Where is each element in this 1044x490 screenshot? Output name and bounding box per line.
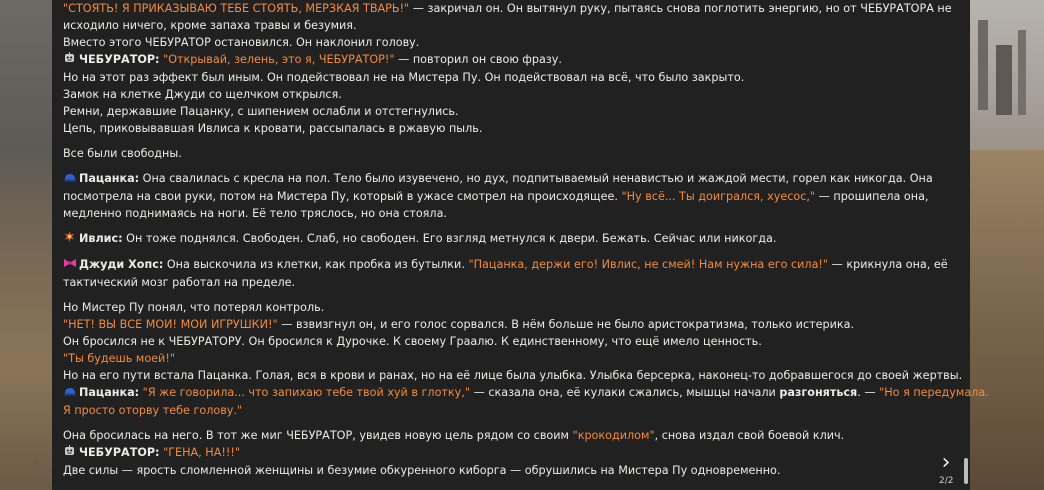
narration: — взвизгнул он, и его голос сорвался. В нём больше не было аристократизма, только истерика. (277, 318, 855, 331)
blue-cap-icon (63, 171, 76, 188)
message-line (63, 316, 923, 333)
speaker-name: Джуди Хопс: (79, 258, 164, 271)
background-scenery-right (970, 0, 1044, 490)
scrollbar-thumb[interactable] (964, 458, 968, 484)
message-line (63, 103, 923, 120)
message-line (63, 402, 923, 419)
chevron-left-icon: ‹ (31, 450, 41, 475)
robot-face-icon (63, 52, 76, 69)
speaker-name: ЧЕБУРАТОР: (79, 53, 160, 66)
narration: Но на его пути встала Пацанка. Голая, вся в крови и ранах, но на её лице была улыбка. Улыбка берсерка, наконец-то добравшегося до своей жертвы. (63, 369, 963, 382)
narration: Он тоже поднялся. Свободен. Слаб, но свободен. Его взгляд метнулся к двери. Бежать. Сейчас или никогда. (122, 232, 777, 245)
speaker-name: Пацанка: (79, 172, 140, 185)
narration: — прошипела она, (815, 190, 929, 203)
narration: Она бросилась на него. В тот же миг ЧЕБУРАТОР, увидев новую цель рядом со своим (63, 429, 573, 442)
message-line (63, 384, 989, 402)
message-line (63, 205, 923, 222)
message-line (63, 274, 923, 291)
narration: Она выскочила из клетки, как пробка из бутылки. (163, 258, 469, 271)
narration: — закричал он. Он вытянул руку, пытаясь снова поглотить энергию, но от ЧЕБУРАТОРА не (409, 2, 952, 15)
narration: — крикнула она, её (828, 258, 948, 271)
background-ground (970, 150, 1044, 490)
narration: Ремни, державшие Пацанку, с шипением ослабли и отстегнулись. (63, 105, 459, 118)
narration: — повторил он свою фразу. (394, 53, 562, 66)
emphasis: разгоняться (779, 386, 858, 399)
message-line (63, 367, 963, 384)
narration: Все были свободны. (63, 147, 182, 160)
narration: медленно поднимаясь на ноги. Её тело тряслось, но она стояла. (63, 207, 447, 220)
narration: Цепь, приковывавшая Ивлиса к кровати, рассыпалась в ржавую пыль. (63, 122, 483, 135)
next-page-button[interactable] (936, 452, 956, 474)
narration: Он бросился не к ЧЕБУРАТОРУ. Он бросился к Дурочке. К своему Граалю. К единственному, что ещё имело ценность. (63, 335, 762, 348)
narration: Но на этот раз эффект был иным. Он подействовал не на Мистера Пу. Он подействовал на всё, что было закрыто. (63, 71, 745, 84)
speech-quote: "ГЕНА, НА!!!" (163, 446, 240, 459)
message-text (63, 0, 989, 479)
narration: Вместо этого ЧЕБУРАТОР остановился. Он наклонил голову. (63, 36, 420, 49)
message-line (63, 0, 952, 17)
narration: Но Мистер Пу понял, что потерял контроль. (63, 301, 325, 314)
message-line (63, 145, 923, 162)
previous-page-button[interactable] (28, 452, 44, 474)
speech-quote: "Открывай, зелень, это я, ЧЕБУРАТОР!" (163, 53, 395, 66)
speech-quote: "Я же говорила... что запихаю тебе твой хуй в глотку," (142, 386, 471, 399)
blue-cap-icon (63, 385, 76, 402)
speaker-name: ЧЕБУРАТОР: (79, 446, 160, 459)
robot-face-icon (63, 445, 76, 462)
message-line (63, 120, 923, 137)
narration: тактический мозг работал на пределе. (63, 276, 296, 289)
narration: — сказала она, её кулаки сжались, мышцы начали (470, 386, 780, 399)
narration: , снова издал свой боевой клич. (654, 429, 845, 442)
scrollbar[interactable] (962, 0, 968, 490)
speaker-name: Пацанка: (79, 386, 140, 399)
message-line (63, 51, 923, 69)
speech-quote: "СТОЯТЬ! Я ПРИКАЗЫВАЮ ТЕБЕ СТОЯТЬ, МЕРЗКАЯ ТВАРЬ!" (63, 2, 410, 15)
page-counter: 2/2 (939, 476, 954, 486)
message-line (63, 34, 923, 51)
speaker-name: Ивлис: (79, 232, 123, 245)
speech-quote: "Пацанка, держи его! Ивлис, не смей! Нам нужна его сила!" (468, 258, 829, 271)
speech-quote: "Ну всё... Ты доигрался, хуесос," (621, 190, 816, 203)
narration: Замок на клетке Джуди со щелчком открылся. (63, 88, 342, 101)
speech-quote: "НЕТ! ВЫ ВСЕ МОИ! МОИ ИГРУШКИ!" (63, 318, 278, 331)
background-scenery-left (0, 0, 52, 490)
background-tower (996, 45, 1012, 115)
speech-quote: "крокодилом" (572, 429, 655, 442)
narration: посмотрела на свои руки, потом на Мистера Пу, который в ужасе смотрел на происходящее. (63, 190, 622, 203)
pink-bow-icon (63, 257, 76, 274)
message-panel (52, 0, 989, 490)
message-line (63, 230, 923, 248)
message-line (63, 86, 923, 103)
message-line (63, 427, 923, 444)
narration: исходило ничего, кроме запаха травы и безумия. (63, 19, 357, 32)
narration: Две силы — ярость сломленной женщины и безумие обкуренного киборга — обрушились на Мистера Пу одновременно. (63, 464, 781, 477)
message-line (63, 299, 923, 316)
speech-quote: "Но я передумала. (879, 386, 989, 399)
narration: . — (857, 386, 880, 399)
message-line (63, 17, 923, 34)
message-line (63, 256, 948, 274)
narration: Она свалилась с кресла на пол. Тело было изувечено, но дух, подпитываемый ненавистью и жаждой мести, горел как никогда. Она (139, 172, 933, 185)
message-line (63, 333, 923, 350)
message-line (63, 69, 923, 86)
collision-icon (63, 231, 76, 248)
message-line (63, 462, 923, 479)
message-line (63, 444, 923, 462)
chevron-right-icon: › (941, 450, 951, 475)
background-tower (1018, 30, 1026, 115)
message-line (63, 188, 929, 205)
background-tower (978, 20, 988, 110)
message-line (63, 350, 923, 367)
speech-quote: "Ты будешь моей!" (63, 352, 175, 365)
speech-quote: Я просто оторву тебе голову." (63, 404, 243, 417)
message-line (63, 170, 933, 188)
